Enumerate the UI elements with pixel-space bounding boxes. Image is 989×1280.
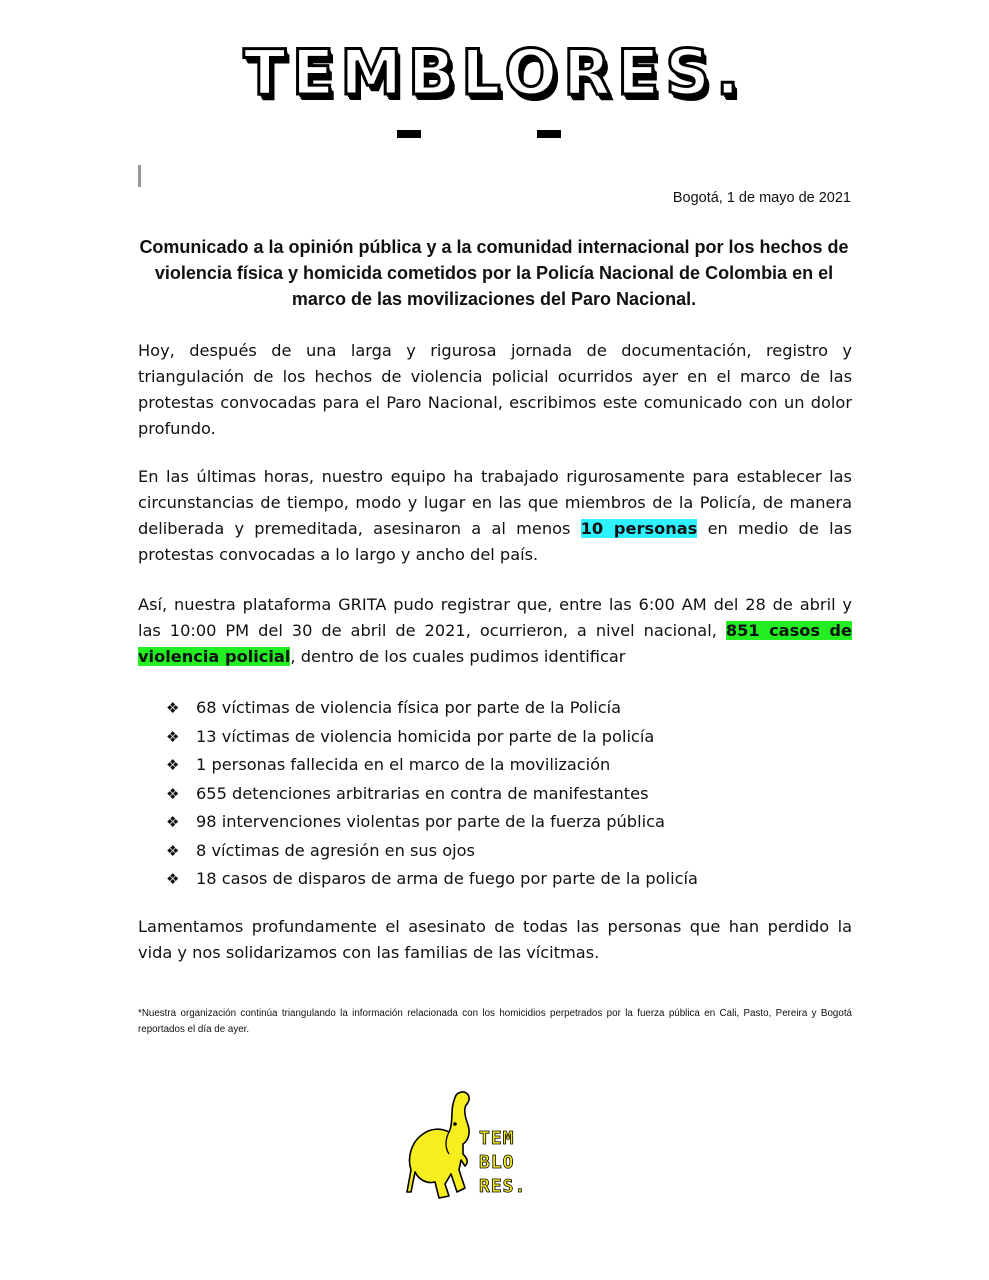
list-item [166,808,698,837]
list-item [166,694,698,723]
footer-logo [405,1088,535,1208]
list-item [166,751,698,780]
highlight-ten-people: 10 personas [580,519,698,538]
paragraph-victims [138,464,852,568]
statistics-list [166,694,698,894]
footer-logo-line1: TEM [479,1128,515,1149]
diamond-bullet-icon: ❖ [166,784,180,803]
list-item-text: 8 víctimas de agresión en sus ojos [196,840,475,860]
diamond-bullet-icon: ❖ [166,727,180,746]
elephant-icon [405,1088,485,1203]
list-item-text: 68 víctimas de violencia física por parte de la Policía [196,698,622,718]
paragraph-intro: Hoy, después de una larga y rigurosa jornada de documentación, registro y triangulación de los hechos de violencia policial ocurridos ayer en el marco de las protestas convocadas para el Paro Nacional, escribimos este comunicado con un dolor profundo. [138,341,852,438]
document-title: Comunicado a la opinión pública y a la comunidad internacional por los hechos de violencia física y homicida cometidos por la Policía Nacional de Colombia en el marco de las movilizaciones del Paro Nacional. [139,237,849,309]
list-item-text: 655 detenciones arbitrarias en contra de manifestantes [196,783,649,803]
highlight-851-cases: 851 casos de violencia policial [138,621,852,666]
diamond-bullet-icon: ❖ [166,699,180,718]
paragraph-text: Así, nuestra plataforma GRITA pudo registrar que, entre las 6:00 AM del 28 de abril y las 10:00 PM del 30 de abril de 2021, ocurrieron, a nivel nacional, [138,595,852,640]
list-item-text: 98 intervenciones violentas por parte de la fuerza pública [196,812,665,832]
temblores-logo [0,36,989,109]
footer-logo-line3: RES. [479,1176,527,1197]
paragraph-text: , dentro de los cuales pudimos identificar [290,647,626,666]
list-item-text: 18 casos de disparos de arma de fuego por parte de la policía [196,869,698,889]
list-item [166,865,698,894]
paragraph-text: En las últimas horas, nuestro equipo ha trabajado rigurosamente para establecer las circunstancias de tiempo, modo y lugar en las que miembros de la Policía, de manera deliberada y premeditada, asesinaron a al menos [138,467,852,538]
diamond-bullet-icon: ❖ [166,756,180,775]
paragraph-condolences: Lamentamos profundamente el asesinato de todas las personas que han perdido la vida y nos solidarizamos con las familias de las vícitmas. [138,917,852,962]
paragraph-text: en medio de las protestas convocadas a lo largo y ancho del país. [138,519,852,564]
diamond-bullet-icon: ❖ [166,841,180,860]
list-item-text: 1 personas fallecida en el marco de la movilización [196,755,611,775]
margin-mark [138,165,141,187]
logo-underscore-2 [537,130,561,138]
diamond-bullet-icon: ❖ [166,870,180,889]
list-item-text: 13 víctimas de violencia homicida por parte de la policía [196,726,655,746]
logo-underscore-1 [397,130,421,138]
document-date: Bogotá, 1 de mayo de 2021 [672,190,851,206]
logo-wordmark: TEMBLORES. [243,36,746,109]
list-item [166,837,698,866]
list-item [166,723,698,752]
diamond-bullet-icon: ❖ [166,813,180,832]
footnote: *Nuestra organización continúa triangulando la información relacionada con los homicidios perpetrados por la fuerza pública en Cali, Pasto, Pereira y Bogotá reportados el día de ayer. [138,1008,852,1035]
paragraph-grita [138,592,852,670]
footer-logo-line2: BLO [479,1152,515,1173]
list-item [166,780,698,809]
